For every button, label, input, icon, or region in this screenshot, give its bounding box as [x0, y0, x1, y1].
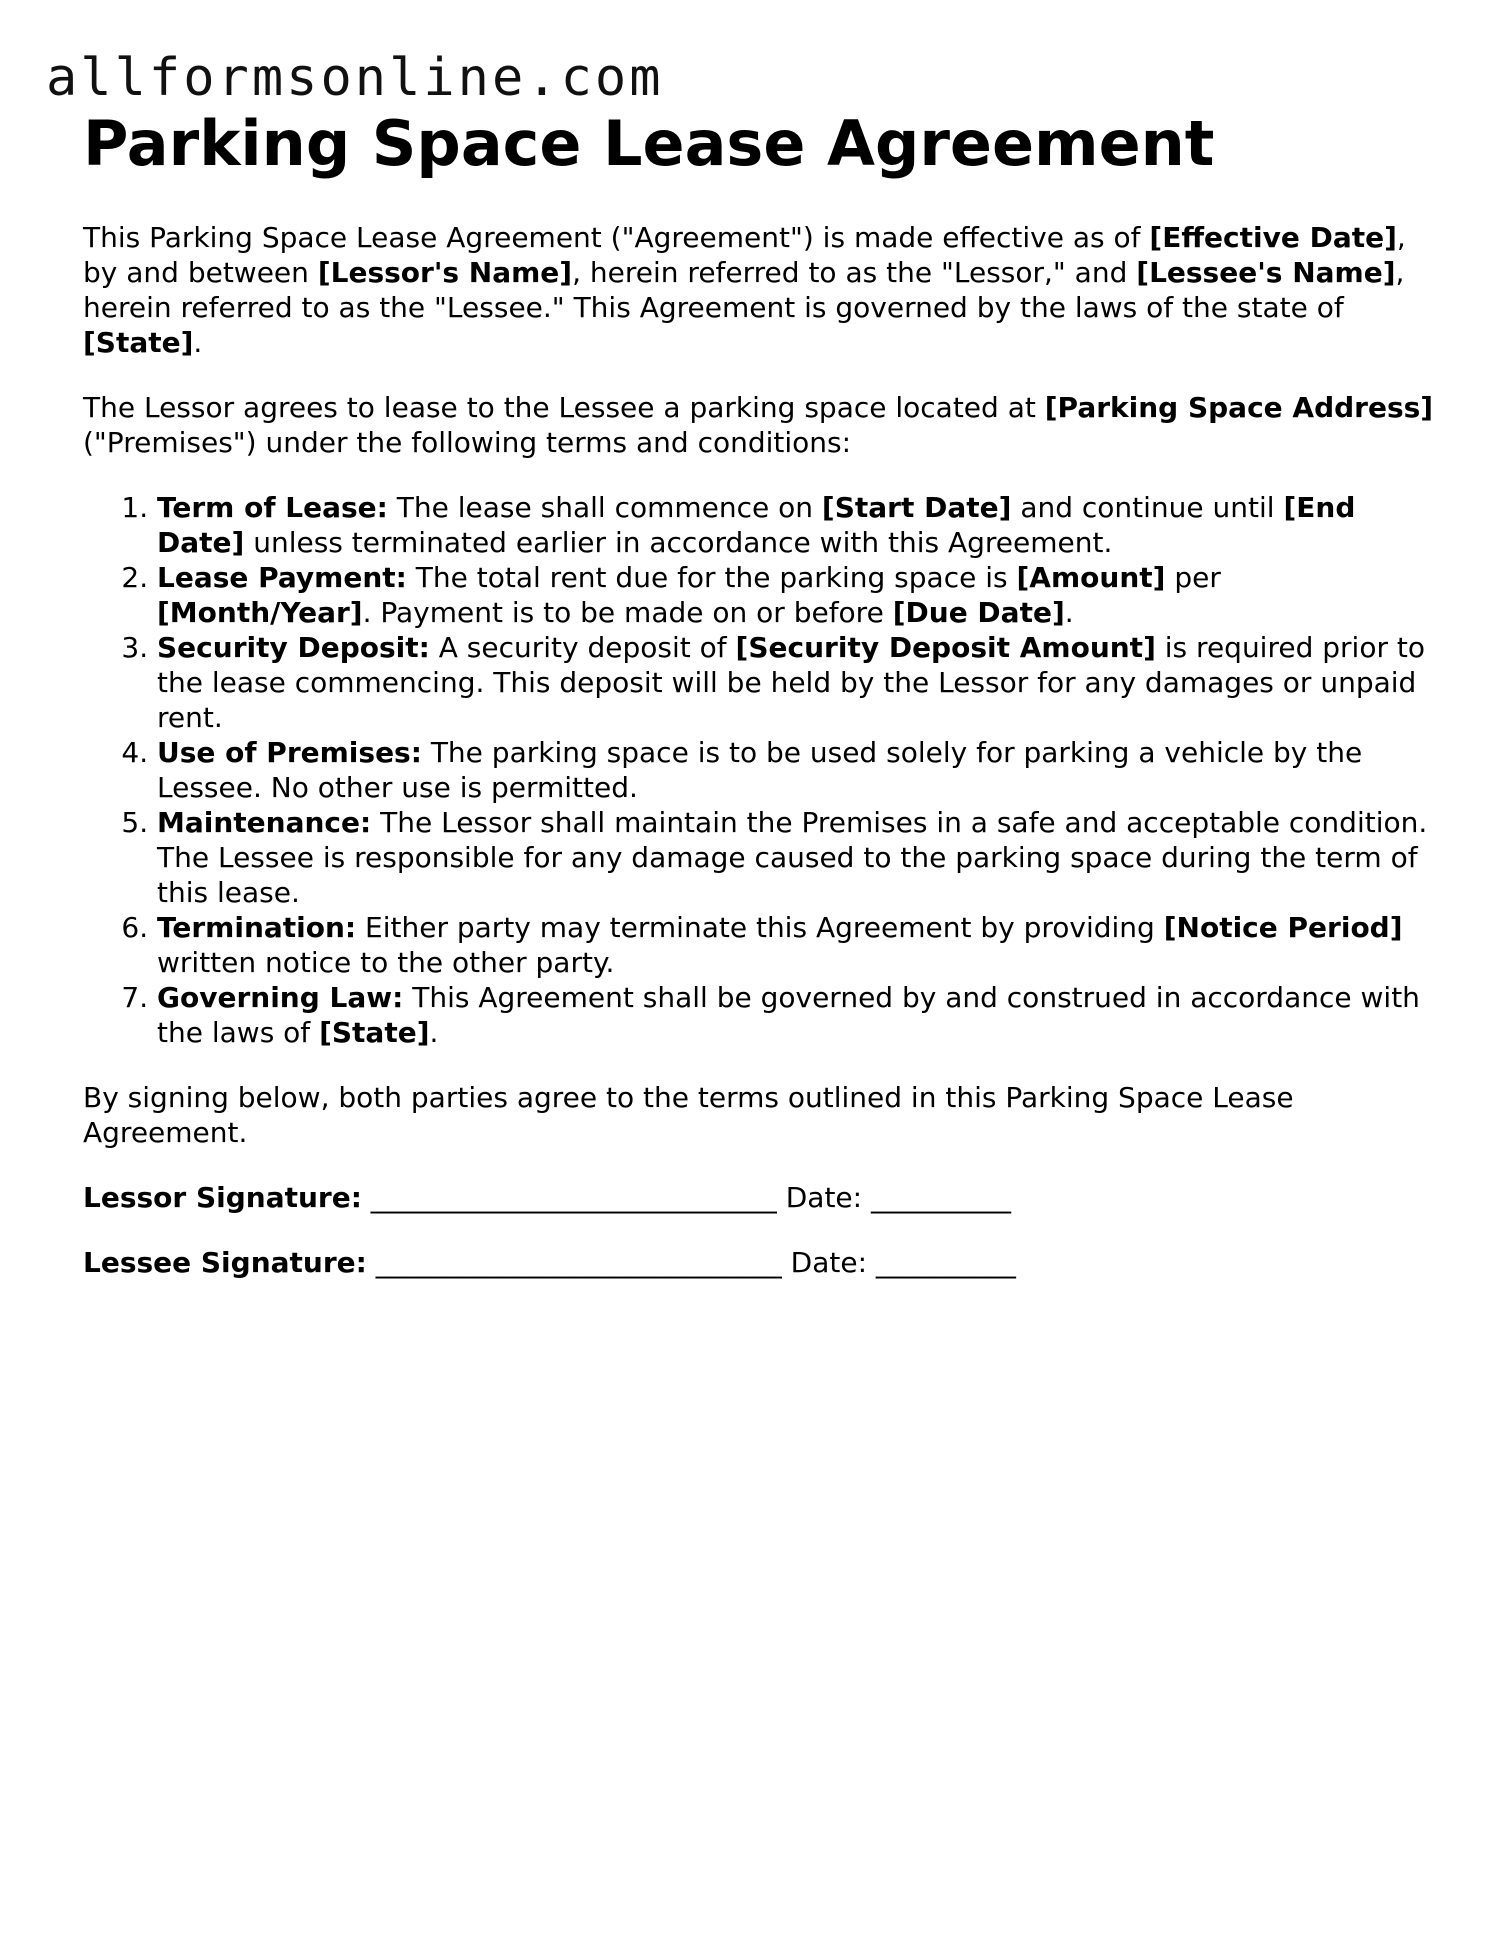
- state-field: [State]: [319, 1016, 430, 1049]
- term-text: written notice to the other party.: [157, 946, 615, 979]
- term-text: .: [429, 1016, 439, 1049]
- term-text: The Lessor shall maintain the Premises in a safe and acceptable condition. The Lessee is responsible for any damage caused to the parking space during the term of this lease.: [157, 806, 1428, 909]
- term-text: is required prior to the lease commencing. This deposit will be held by the Lessor for any damages or unpaid rent.: [157, 631, 1425, 734]
- intro-text: , by and between: [83, 221, 1406, 289]
- term-heading: Maintenance:: [157, 806, 372, 839]
- term-text: The parking space is to be used solely for parking a vehicle by the Lessee. No other use is permitted.: [157, 736, 1363, 804]
- premises-paragraph: [83, 390, 1443, 460]
- premises-text: ("Premises") under the following terms and conditions:: [83, 426, 852, 459]
- closing-paragraph: By signing below, both parties agree to the terms outlined in this Parking Space Lease Agreement.: [83, 1081, 1294, 1149]
- intro-text: , herein referred to as the "Lessee." This Agreement is governed by the laws of the state of: [83, 256, 1405, 324]
- term-text: .: [1064, 596, 1074, 629]
- security-deposit-item: [157, 630, 1443, 735]
- term-text: The lease shall commence on: [387, 491, 822, 524]
- intro-text: .: [193, 326, 203, 359]
- term-text: A security deposit of: [429, 631, 736, 664]
- term-text: and continue until: [1011, 491, 1284, 524]
- term-heading: Termination:: [157, 911, 357, 944]
- lessee-name-field: [Lessee's Name]: [1136, 256, 1396, 289]
- intro-text: , herein referred to as the "Lessor," and: [572, 256, 1137, 289]
- governing-law-item: [157, 980, 1443, 1050]
- state-field: [State]: [83, 326, 194, 359]
- lease-payment-item: [157, 560, 1443, 630]
- amount-field: [Amount]: [1016, 561, 1166, 594]
- end-date-field: [End Date]: [157, 491, 1356, 559]
- lessor-signature-row: [83, 1180, 1443, 1215]
- deposit-amount-field: [Security Deposit Amount]: [735, 631, 1156, 664]
- period-field: [Month/Year]: [157, 596, 363, 629]
- premises-text: The Lessor agrees to lease to the Lessee a parking space located at: [83, 391, 1045, 424]
- lessor-date-line[interactable]: Date: __________: [785, 1181, 1011, 1214]
- lessee-signature-label: Lessee Signature:: [83, 1246, 367, 1279]
- intro-paragraph: [83, 220, 1443, 360]
- termination-item: [157, 910, 1443, 980]
- term-heading: Security Deposit:: [157, 631, 430, 664]
- term-of-lease-item: [157, 490, 1443, 560]
- term-text: unless terminated earlier in accordance with this Agreement.: [244, 526, 1113, 559]
- document-body: [83, 106, 1443, 1280]
- lessee-signature-line[interactable]: _____________________________: [366, 1246, 791, 1279]
- terms-list: [83, 490, 1443, 1050]
- due-date-field: [Due Date]: [892, 596, 1065, 629]
- lessee-date-line[interactable]: Date: __________: [790, 1246, 1016, 1279]
- term-text: The total rent due for the parking space is: [406, 561, 1017, 594]
- watermark-logo: allformsonline.com: [46, 48, 664, 108]
- term-text: This Agreement shall be governed by and construed in accordance with the laws of: [157, 981, 1420, 1049]
- lessor-signature-label: Lessor Signature:: [83, 1181, 362, 1214]
- effective-date-field: [Effective Date]: [1149, 221, 1397, 254]
- use-of-premises-item: [157, 735, 1443, 805]
- term-heading: Governing Law:: [157, 981, 404, 1014]
- intro-text: This Parking Space Lease Agreement ("Agreement") is made effective as of: [83, 221, 1150, 254]
- term-heading: Use of Premises:: [157, 736, 422, 769]
- lessee-signature-row: [83, 1245, 1443, 1280]
- term-text: per: [1165, 561, 1221, 594]
- parking-address-field: [Parking Space Address]: [1044, 391, 1434, 424]
- term-heading: Lease Payment:: [157, 561, 407, 594]
- maintenance-item: [157, 805, 1443, 910]
- notice-period-field: [Notice Period]: [1163, 911, 1403, 944]
- term-heading: Term of Lease:: [157, 491, 388, 524]
- term-text: . Payment is to be made on or before: [362, 596, 893, 629]
- lessor-name-field: [Lessor's Name]: [317, 256, 573, 289]
- term-text: Either party may terminate this Agreement by providing: [356, 911, 1164, 944]
- document-title: Parking Space Lease Agreement: [83, 107, 1215, 180]
- start-date-field: [Start Date]: [821, 491, 1012, 524]
- lessor-signature-line[interactable]: _____________________________: [361, 1181, 786, 1214]
